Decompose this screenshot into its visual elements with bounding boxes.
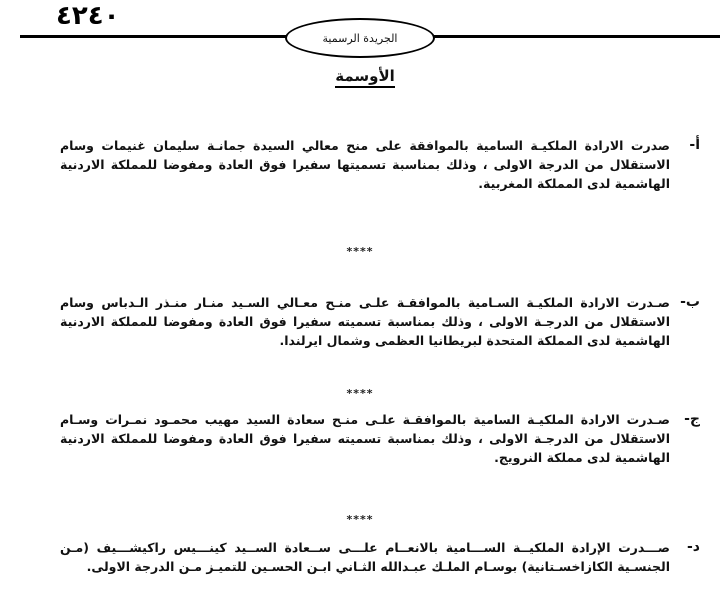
publication-header [285, 18, 435, 58]
item-marker: ب- [680, 294, 700, 310]
publication-name: الجريدة الرسمية [322, 31, 398, 45]
decree-item-d [60, 538, 700, 576]
item-marker: أ- [689, 137, 700, 153]
item-text: صـــدرت الإرادة الملكيــة الســـامية بالانعــام علـــى ســعادة الســيد كينـــيس راكيشـــيف (مـن الجنسـية الكازاخسـتانية) بوسـام الملـك عبـدالله الثـاني ابـن الحسـين للتميـز مـن الدرجة الاولى. [60, 540, 670, 574]
item-text: صدرت الارادة الملكيـة السامية بالموافقة على منح معالي السيدة جمانـة سليمان غنيمات وسام الاستقلال من الدرجة الاولى ، وذلك بمناسبة تسميتها سفيرا فوق العادة ومفوضا للمملكة الاردنية الهاشمية لدى المملكة المغربية. [60, 138, 670, 191]
section-title-text: الأوسمة [335, 67, 395, 88]
page-number: ٤٢٤٠ [56, 1, 120, 31]
section-title [310, 66, 420, 86]
decree-item-c [60, 410, 700, 467]
item-text: صـدرت الارادة الملكيـة السـامية بالموافقـة علـى منـح معـالي السـيد منـار منـذر الـدباس وسام الاستقلال من الدرجـة الاولى ، وذلك بمناسبة تسميته سفيرا فوق العادة ومفوضا للمملكة الاردنية الهاشمية لدى المملكة المتحدة لبريطانيا العظمى وشمال ايرلندا. [60, 295, 670, 348]
decree-item-b [60, 293, 700, 350]
separator-stars: **** [346, 245, 374, 258]
item-marker: ج- [684, 411, 700, 427]
item-text: صـدرت الارادة الملكيـة السامية بالموافقـة علـى منـح سعادة السيد مهيب محمـود نمـرات وسـام الاستقلال من الدرجـة الاولى ، وذلك بمناسبة تسميته سفيرا فوق العادة ومفوضا للمملكة الاردنية الهاشمية لدى مملكة النرويج. [60, 412, 670, 465]
item-marker: د- [687, 539, 700, 555]
separator-stars: **** [346, 387, 374, 400]
decree-item-a [60, 136, 700, 193]
separator-stars: **** [346, 513, 374, 526]
